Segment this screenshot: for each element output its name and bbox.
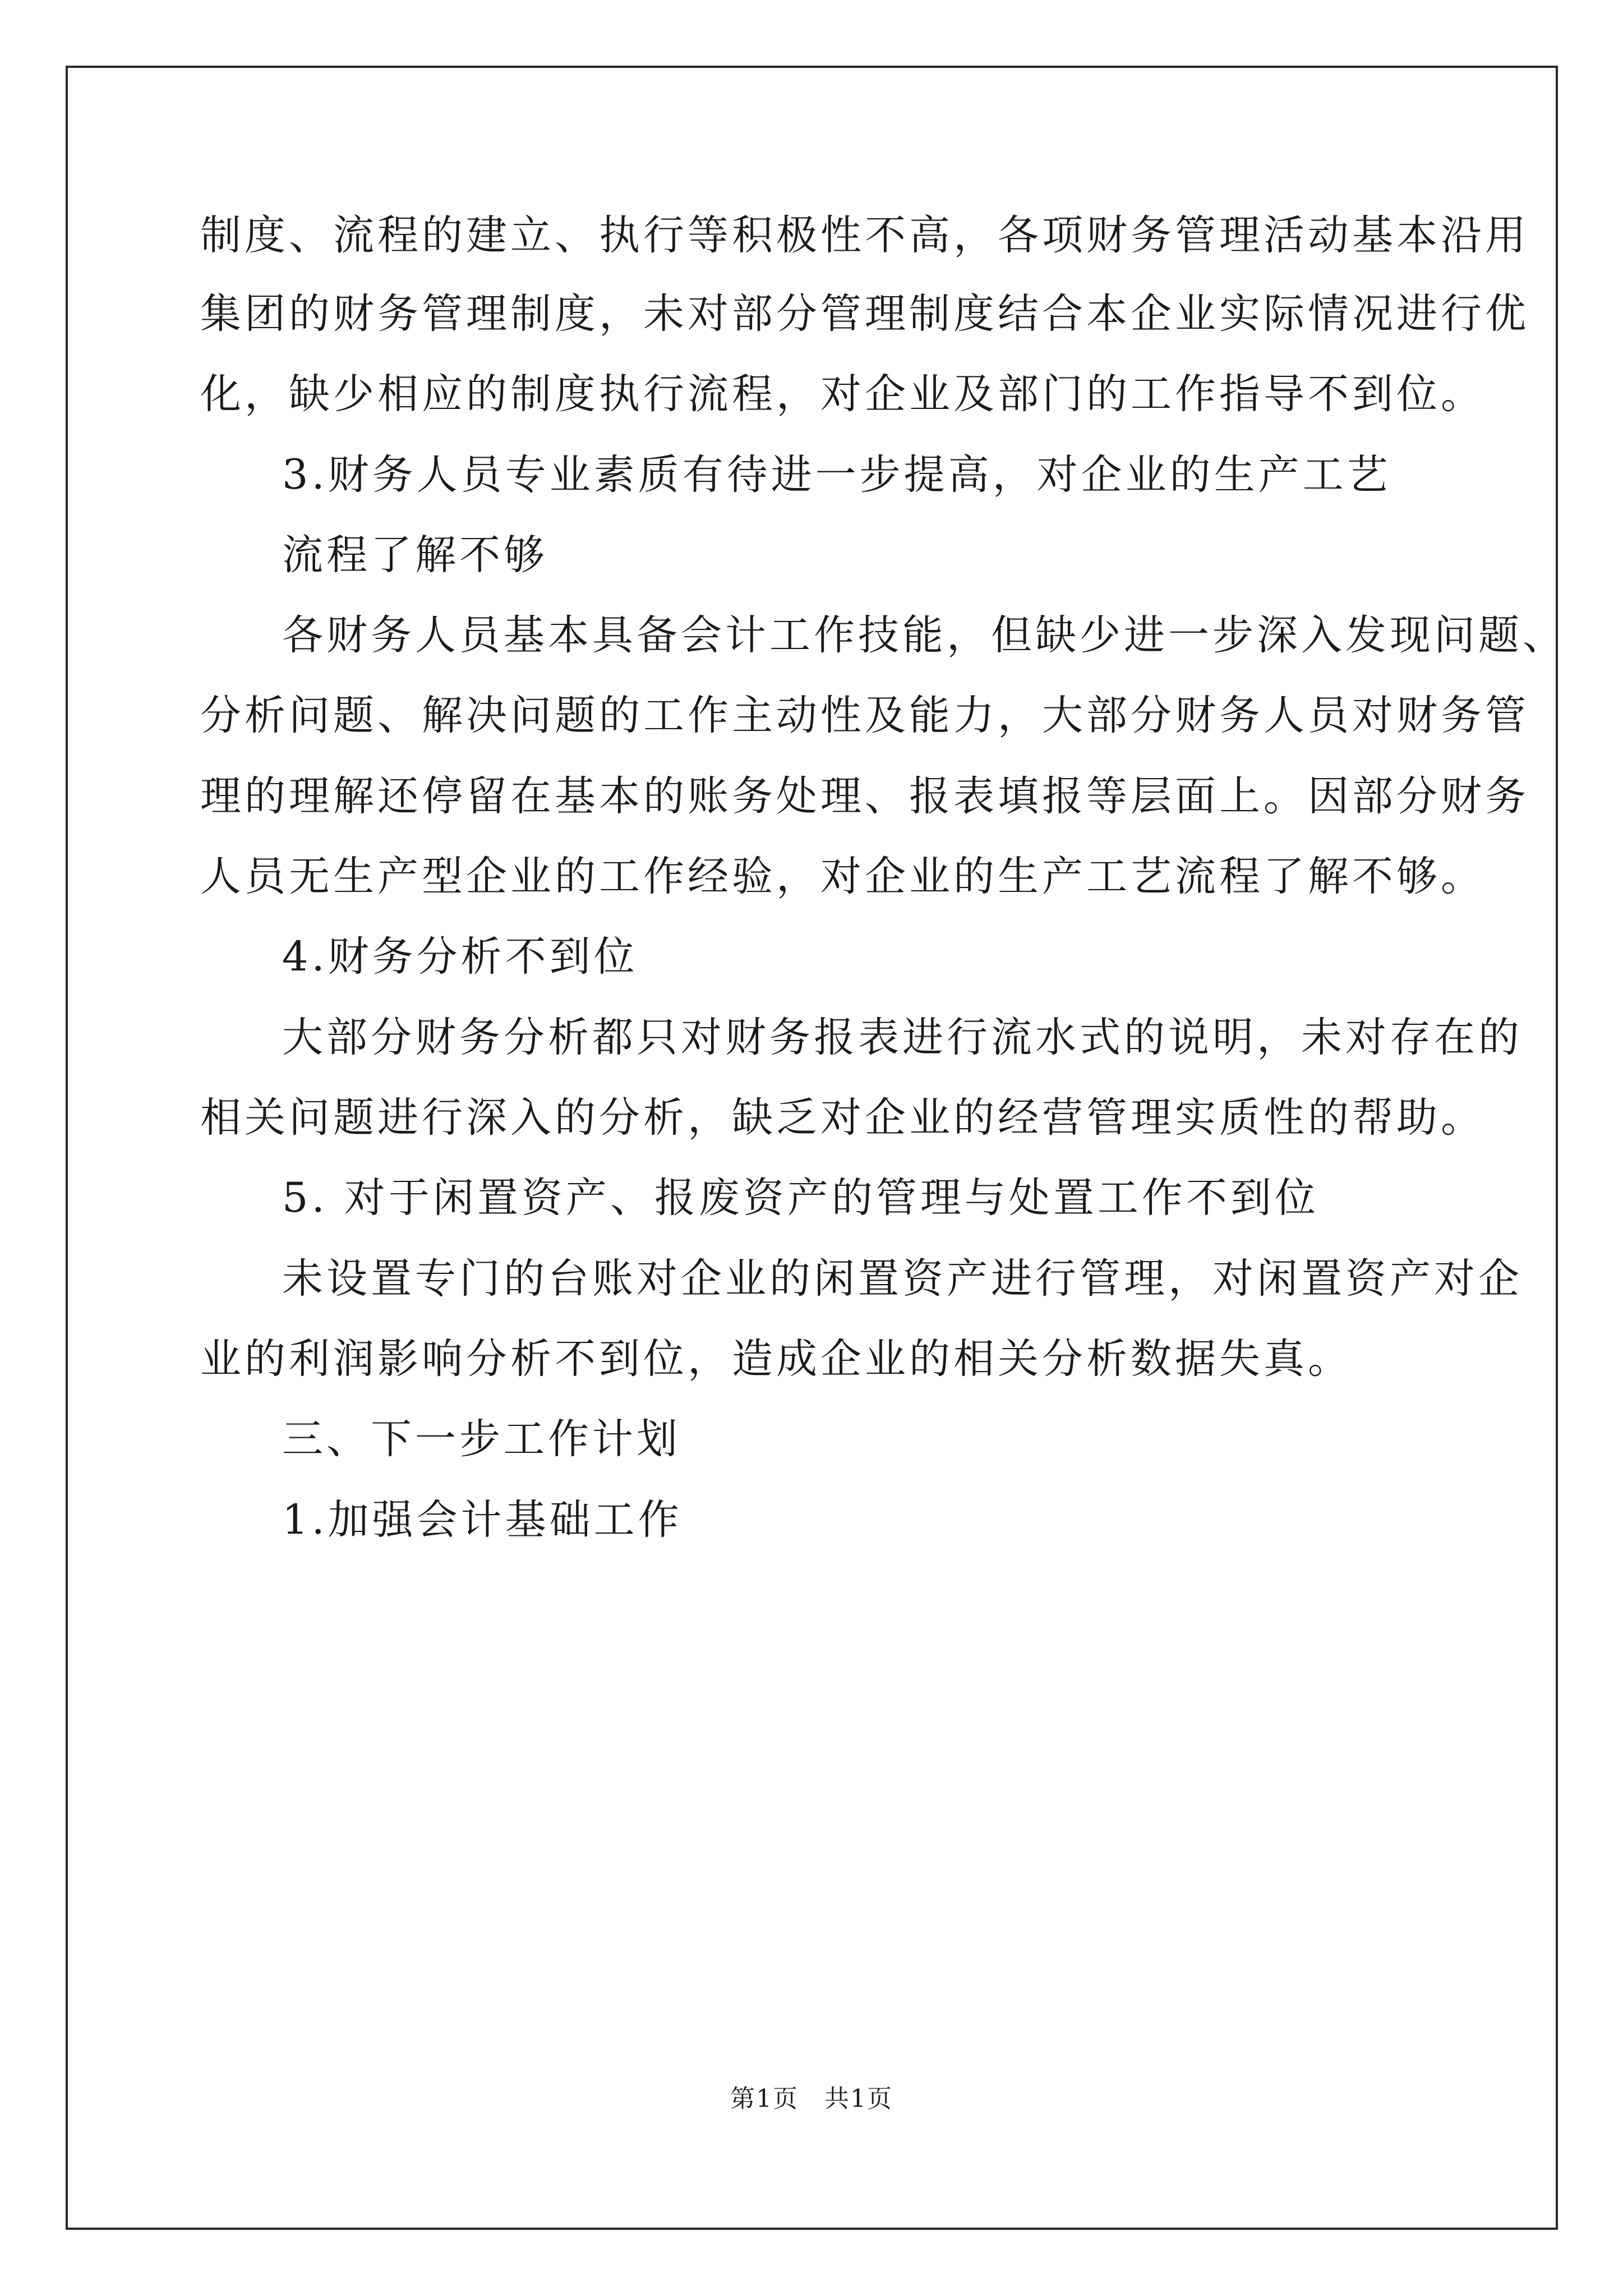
body-line: 人员无生产型企业的工作经验，对企业的生产工艺流程了解不够。 xyxy=(200,853,1485,900)
body-line: 未设置专门的台账对企业的闲置资产进行管理，对闲置资产对企 xyxy=(282,1255,1523,1303)
section-heading: 3.财务人员专业素质有待进一步提高，对企业的生产工艺 xyxy=(282,451,1391,499)
body-line: 理的理解还停留在基本的账务处理、报表填报等层面上。因部分财务 xyxy=(200,772,1529,820)
body-line: 业的利润影响分析不到位，造成企业的相关分析数据失真。 xyxy=(200,1335,1352,1383)
body-line: 制度、流程的建立、执行等积极性不高，各项财务管理活动基本沿用 xyxy=(200,211,1529,259)
body-line: 分析问题、解决问题的工作主动性及能力，大部分财务人员对财务管 xyxy=(200,692,1529,739)
section-heading: 5. 对于闲置资产、报废资产的管理与处置工作不到位 xyxy=(282,1174,1319,1222)
section-heading: 流程了解不够 xyxy=(282,531,548,579)
body-line: 集团的财务管理制度，未对部分管理制度结合本企业实际情况进行优 xyxy=(200,290,1529,338)
body-line: 大部分财务分析都只对财务报表进行流水式的说明，未对存在的 xyxy=(282,1014,1523,1061)
section-heading: 4.财务分析不到位 xyxy=(282,933,638,981)
page-footer: 第1页 共1页 xyxy=(730,2085,893,2113)
body-line: 各财务人员基本具备会计工作技能，但缺少进一步深入发现问题、 xyxy=(282,611,1567,659)
body-line: 相关问题进行深入的分析，缺乏对企业的经营管理实质性的帮助。 xyxy=(200,1094,1485,1142)
section-heading: 三、下一步工作计划 xyxy=(282,1415,681,1463)
section-heading: 1.加强会计基础工作 xyxy=(282,1496,683,1544)
body-line: 化，缺少相应的制度执行流程，对企业及部门的工作指导不到位。 xyxy=(200,370,1485,418)
